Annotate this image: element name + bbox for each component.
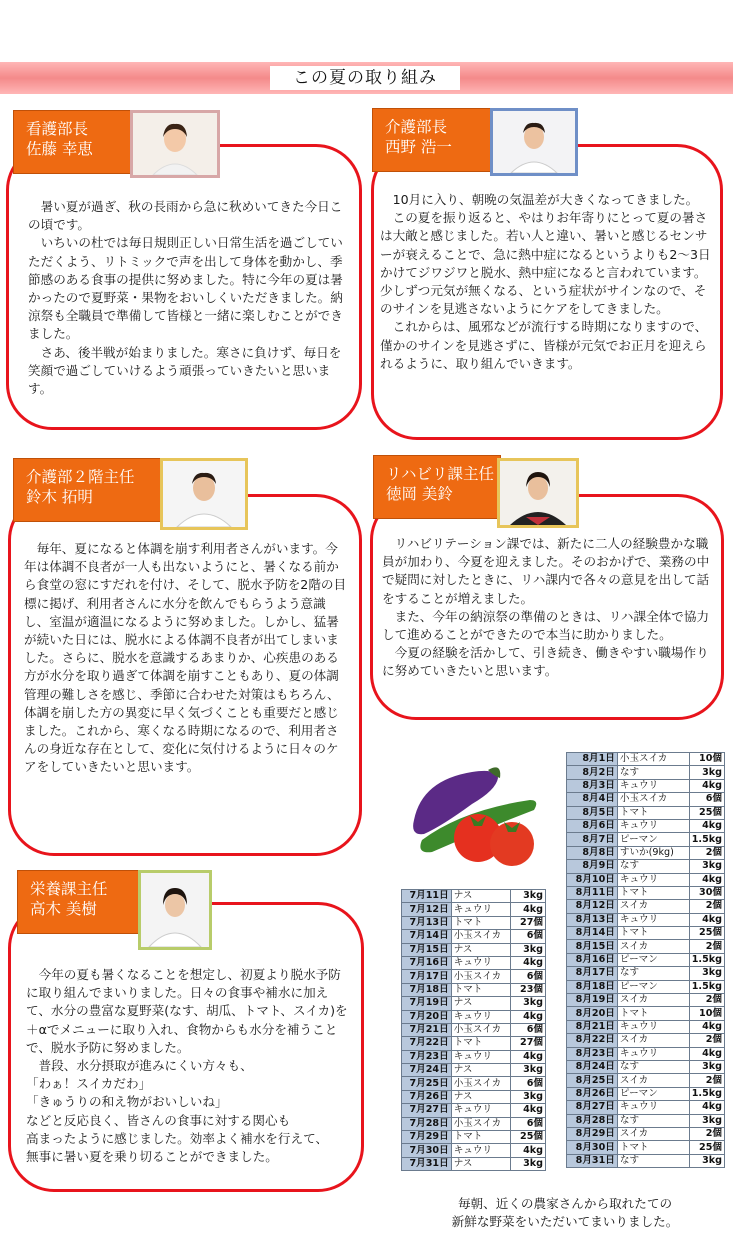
table-cell-qty: 4kg <box>689 819 724 832</box>
table-cell-item: ナス <box>451 1064 511 1077</box>
table-cell-qty: 4kg <box>511 1010 546 1023</box>
table-cell-qty: 4kg <box>689 1101 724 1114</box>
table-row <box>567 953 725 966</box>
table-row <box>567 806 725 819</box>
table-cell-date: 8月4日 <box>567 793 618 806</box>
table-cell-item: 小玉スイカ <box>617 793 689 806</box>
table-cell-item: トマト <box>617 886 689 899</box>
table-cell-item: トマト <box>617 927 689 940</box>
table-row <box>567 1087 725 1100</box>
table-cell-date: 7月14日 <box>402 930 452 943</box>
table-cell-qty: 3kg <box>511 1090 546 1103</box>
table-row <box>567 873 725 886</box>
table-cell-qty: 3kg <box>689 967 724 980</box>
table-cell-qty: 4kg <box>689 913 724 926</box>
table-cell-date: 7月24日 <box>402 1064 452 1077</box>
table-row <box>402 1050 546 1063</box>
table-row <box>402 1023 546 1036</box>
table-cell-qty: 3kg <box>689 1114 724 1127</box>
table-cell-qty: 1.5kg <box>689 980 724 993</box>
table-cell-item: スイカ <box>617 940 689 953</box>
table-cell-date: 8月2日 <box>567 766 618 779</box>
rehab-photo <box>497 458 579 528</box>
table-cell-qty: 4kg <box>511 1050 546 1063</box>
rehab-text: リハビリテーション課では、新たに二人の経験豊かな職員が加わり、今夏を迎えました。そのおかげで、業務の中で疑問に対したときに、リハ課内で各々の意見を出して話をすることが増えました。 また、今年の納涼祭の準備のときは、リハ課全体で協力して進めることができたので本当に助かりました。 今夏の経験を活かして、引き続き、働きやすい職場作りに努めていきたいと思います。 <box>382 536 710 679</box>
table-cell-qty: 25個 <box>689 1141 724 1154</box>
table-cell-date: 7月27日 <box>402 1104 452 1117</box>
table-cell-item: なす <box>617 766 689 779</box>
table-row <box>402 916 546 929</box>
table-cell-item: キュウリ <box>451 1104 511 1117</box>
vegetables-illustration <box>402 760 552 870</box>
table-cell-qty: 6個 <box>511 1117 546 1130</box>
table-cell-item: なす <box>617 967 689 980</box>
table-cell-date: 8月6日 <box>567 819 618 832</box>
nutrition-text: 今年の夏も暑くなることを想定し、初夏より脱水予防に取り組んでまいりました。日々の食事や補水に加えて、水分の豊富な夏野菜(なす、胡瓜、トマト、スイカ)を＋αでメニューに取り入れ、食物からも水分を補うことで、脱水予防に努めました。 普段、水分摂取が進みにくい方々も、 「わぁ！スイカだわ」 「きゅうりの和え物がおいしいね」 などと反応良く、皆さんの食事に対する関心も 高まったように感じました。効率よく補水を行えて、 無事に暑い夏を乗り切ることができました。 <box>26 967 348 1165</box>
table-cell-date: 8月15日 <box>567 940 618 953</box>
table-cell-item: スイカ <box>617 1074 689 1087</box>
person-portrait-icon <box>500 461 576 525</box>
table-row <box>567 980 725 993</box>
table-row <box>567 1074 725 1087</box>
tomato-icon <box>454 814 534 866</box>
table-cell-qty: 3kg <box>689 1154 724 1167</box>
table-row <box>402 1037 546 1050</box>
care-floor2-role: 介護部２階主任 <box>26 468 135 486</box>
table-cell-date: 7月21日 <box>402 1023 452 1036</box>
table-cell-item: トマト <box>617 1007 689 1020</box>
care-floor2-photo <box>160 458 248 530</box>
table-cell-qty: 10個 <box>689 1007 724 1020</box>
table-row <box>567 1020 725 1033</box>
person-portrait-icon <box>133 113 217 175</box>
table-cell-item: すいか(9kg) <box>617 846 689 859</box>
table-cell-qty: 1.5kg <box>689 1087 724 1100</box>
table-row <box>567 913 725 926</box>
table-row <box>567 1047 725 1060</box>
vegetable-caption <box>400 1195 730 1231</box>
table-cell-qty: 3kg <box>689 766 724 779</box>
table-cell-qty: 6個 <box>511 970 546 983</box>
table-cell-date: 7月20日 <box>402 1010 452 1023</box>
table-cell-date: 8月13日 <box>567 913 618 926</box>
table-cell-date: 7月13日 <box>402 916 452 929</box>
table-cell-item: トマト <box>451 983 511 996</box>
table-cell-qty: 6個 <box>511 930 546 943</box>
table-cell-date: 7月11日 <box>402 890 452 903</box>
table-cell-date: 8月10日 <box>567 873 618 886</box>
table-cell-item: キュウリ <box>617 913 689 926</box>
table-cell-date: 8月7日 <box>567 833 618 846</box>
table-row <box>402 1144 546 1157</box>
table-cell-date: 7月16日 <box>402 956 452 969</box>
table-row <box>402 1010 546 1023</box>
table-row <box>402 930 546 943</box>
caption-line-1: 毎朝、近くの農家さんから取れたての <box>457 1196 673 1211</box>
table-cell-date: 8月30日 <box>567 1141 618 1154</box>
table-cell-item: ナス <box>451 890 511 903</box>
table-cell-qty: 2個 <box>689 900 724 913</box>
table-row <box>567 967 725 980</box>
care-chief-role: 介護部長 <box>385 118 448 136</box>
table-cell-item: トマト <box>451 916 511 929</box>
table-row <box>402 1131 546 1144</box>
table-cell-date: 8月31日 <box>567 1154 618 1167</box>
table-cell-item: キュウリ <box>617 1020 689 1033</box>
table-cell-item: スイカ <box>617 1127 689 1140</box>
table-row <box>402 956 546 969</box>
table-cell-item: トマト <box>617 806 689 819</box>
nutrition-namebox <box>17 870 139 934</box>
table-row <box>567 1007 725 1020</box>
table-row <box>567 860 725 873</box>
table-row <box>402 970 546 983</box>
table-cell-item: なす <box>617 1060 689 1073</box>
table-cell-date: 8月21日 <box>567 1020 618 1033</box>
table-cell-qty: 25個 <box>689 806 724 819</box>
table-row <box>567 766 725 779</box>
table-cell-date: 7月29日 <box>402 1131 452 1144</box>
table-cell-date: 7月25日 <box>402 1077 452 1090</box>
table-row <box>567 753 725 766</box>
table-cell-item: ピーマン <box>617 833 689 846</box>
table-cell-qty: 25個 <box>689 927 724 940</box>
table-cell-date: 8月24日 <box>567 1060 618 1073</box>
table-cell-qty: 2個 <box>689 1074 724 1087</box>
table-cell-item: ナス <box>451 1157 511 1170</box>
care-chief-name: 西野 浩一 <box>385 138 452 156</box>
rehab-name: 徳岡 美鈴 <box>386 485 453 503</box>
caption-line-2: 新鮮な野菜をいただいてまいりました。 <box>451 1214 679 1229</box>
table-cell-qty: 2個 <box>689 940 724 953</box>
care-floor2-name: 鈴木 拓明 <box>26 488 93 506</box>
table-cell-item: キュウリ <box>617 873 689 886</box>
table-cell-qty: 6個 <box>689 793 724 806</box>
table-cell-date: 8月20日 <box>567 1007 618 1020</box>
table-cell-qty: 6個 <box>511 1023 546 1036</box>
table-cell-qty: 3kg <box>511 890 546 903</box>
table-cell-date: 8月1日 <box>567 753 618 766</box>
table-cell-date: 8月9日 <box>567 860 618 873</box>
table-cell-item: キュウリ <box>617 1047 689 1060</box>
table-cell-date: 7月31日 <box>402 1157 452 1170</box>
table-cell-date: 7月30日 <box>402 1144 452 1157</box>
table-cell-item: ピーマン <box>617 1087 689 1100</box>
table-row <box>567 1060 725 1073</box>
table-cell-date: 8月26日 <box>567 1087 618 1100</box>
table-cell-qty: 3kg <box>511 997 546 1010</box>
table-cell-item: キュウリ <box>451 1144 511 1157</box>
table-row <box>567 1127 725 1140</box>
table-cell-qty: 27個 <box>511 916 546 929</box>
table-cell-date: 8月18日 <box>567 980 618 993</box>
table-cell-qty: 25個 <box>511 1131 546 1144</box>
table-cell-date: 7月17日 <box>402 970 452 983</box>
table-cell-date: 8月3日 <box>567 779 618 792</box>
table-row <box>567 793 725 806</box>
table-row <box>567 927 725 940</box>
table-cell-qty: 10個 <box>689 753 724 766</box>
table-row <box>402 903 546 916</box>
table-row <box>567 1154 725 1167</box>
table-row <box>567 833 725 846</box>
table-cell-qty: 3kg <box>689 1060 724 1073</box>
table-row <box>402 1090 546 1103</box>
table-cell-item: トマト <box>451 1131 511 1144</box>
table-cell-qty: 4kg <box>511 1104 546 1117</box>
table-cell-date: 8月17日 <box>567 967 618 980</box>
care-floor2-namebox <box>13 458 163 522</box>
table-row <box>567 1034 725 1047</box>
table-cell-item: 小玉スイカ <box>451 1077 511 1090</box>
table-row <box>567 994 725 1007</box>
table-row <box>567 886 725 899</box>
table-cell-item: キュウリ <box>617 779 689 792</box>
table-cell-date: 8月28日 <box>567 1114 618 1127</box>
table-cell-qty: 4kg <box>689 1047 724 1060</box>
page-title: この夏の取り組み <box>270 66 460 90</box>
table-cell-date: 8月12日 <box>567 900 618 913</box>
table-cell-date: 8月16日 <box>567 953 618 966</box>
table-cell-date: 8月25日 <box>567 1074 618 1087</box>
table-cell-item: トマト <box>451 1037 511 1050</box>
table-cell-item: 小玉スイカ <box>451 930 511 943</box>
table-cell-qty: 2個 <box>689 846 724 859</box>
table-row <box>402 890 546 903</box>
table-cell-date: 8月8日 <box>567 846 618 859</box>
table-cell-item: 小玉スイカ <box>451 970 511 983</box>
table-cell-qty: 2個 <box>689 1034 724 1047</box>
august-vegetable-table <box>566 752 725 1168</box>
table-cell-date: 7月28日 <box>402 1117 452 1130</box>
table-cell-qty: 3kg <box>511 1157 546 1170</box>
table-cell-item: キュウリ <box>617 819 689 832</box>
table-cell-item: ナス <box>451 997 511 1010</box>
table-cell-item: ピーマン <box>617 980 689 993</box>
table-cell-date: 8月29日 <box>567 1127 618 1140</box>
table-row <box>402 1077 546 1090</box>
table-cell-item: 小玉スイカ <box>617 753 689 766</box>
table-cell-item: ピーマン <box>617 953 689 966</box>
nursing-chief-name: 佐藤 幸恵 <box>26 140 93 158</box>
table-cell-qty: 27個 <box>511 1037 546 1050</box>
person-portrait-icon <box>493 111 575 173</box>
table-cell-qty: 3kg <box>689 860 724 873</box>
table-cell-item: キュウリ <box>451 956 511 969</box>
rehab-role: リハビリ課主任 <box>386 465 495 483</box>
table-cell-date: 7月22日 <box>402 1037 452 1050</box>
table-row <box>402 1117 546 1130</box>
nursing-chief-role: 看護部長 <box>26 120 89 138</box>
july-vegetable-table <box>401 889 546 1171</box>
table-row <box>402 997 546 1010</box>
table-cell-item: 小玉スイカ <box>451 1023 511 1036</box>
nursing-chief-namebox <box>13 110 131 174</box>
table-cell-item: キュウリ <box>617 1101 689 1114</box>
table-row <box>402 983 546 996</box>
table-cell-date: 8月22日 <box>567 1034 618 1047</box>
nutrition-role: 栄養課主任 <box>30 880 108 898</box>
table-cell-item: キュウリ <box>451 1050 511 1063</box>
table-row <box>567 846 725 859</box>
table-cell-qty: 4kg <box>511 1144 546 1157</box>
table-cell-date: 8月19日 <box>567 994 618 1007</box>
table-cell-qty: 3kg <box>511 943 546 956</box>
table-cell-qty: 6個 <box>511 1077 546 1090</box>
care-chief-photo <box>490 108 578 176</box>
table-cell-date: 7月18日 <box>402 983 452 996</box>
person-portrait-icon <box>163 461 245 527</box>
table-cell-qty: 4kg <box>511 903 546 916</box>
table-cell-qty: 1.5kg <box>689 833 724 846</box>
table-row <box>567 779 725 792</box>
table-cell-date: 7月12日 <box>402 903 452 916</box>
table-cell-qty: 4kg <box>511 956 546 969</box>
table-cell-date: 7月26日 <box>402 1090 452 1103</box>
table-row <box>567 1141 725 1154</box>
table-cell-item: なす <box>617 1114 689 1127</box>
nutrition-name: 高木 美樹 <box>30 900 97 918</box>
table-cell-date: 8月23日 <box>567 1047 618 1060</box>
table-cell-item: キュウリ <box>451 903 511 916</box>
table-cell-qty: 3kg <box>511 1064 546 1077</box>
table-cell-qty: 4kg <box>689 1020 724 1033</box>
table-cell-date: 7月19日 <box>402 997 452 1010</box>
table-cell-item: 小玉スイカ <box>451 1117 511 1130</box>
table-cell-date: 7月15日 <box>402 943 452 956</box>
nursing-chief-photo <box>130 110 220 178</box>
table-row <box>402 1064 546 1077</box>
table-cell-date: 8月27日 <box>567 1101 618 1114</box>
table-cell-item: ナス <box>451 943 511 956</box>
care-chief-namebox <box>372 108 494 172</box>
table-cell-qty: 4kg <box>689 779 724 792</box>
table-cell-date: 8月14日 <box>567 927 618 940</box>
table-row <box>402 1157 546 1170</box>
care-chief-text: 10月に入り、朝晩の気温差が大きくなってきました。 この夏を振り返ると、やはりお年寄りにとって夏の暑さは大敵と感じました。若い人と違い、暑いと感じるセンサーが衰えることで、急に熱中症になるというよりも2～3日かけてジワジワと脱水、熱中症になると言われています。少しずつ元気が無くなる、という症状がサインなので、そのサインを見逃さないようにケアをしてきました。 これからは、風邪などが流行する時期になりますので、僅かのサインを見逃さずに、皆様が元気でお正月を迎えられるように、取り組んでいきます。 <box>380 192 711 371</box>
nutrition-photo <box>138 870 212 950</box>
table-cell-qty: 23個 <box>511 983 546 996</box>
table-cell-item: なす <box>617 860 689 873</box>
table-cell-date: 7月23日 <box>402 1050 452 1063</box>
table-cell-item: なす <box>617 1154 689 1167</box>
nursing-chief-text: 暑い夏が過ぎ、秋の長雨から急に秋めいてきた今日この頃です。 いちいの杜では毎日規則正しい日常生活を過ごしていただくよう、リトミックで声を出して身体を動かし、季節感のある食事の提供に努めました。特に今年の夏は暑かったので夏野菜・果物をおいしくいただきました。納涼祭も全職員で準備して皆様と一緒に楽しむことができました。 さあ、後半戦が始まりました。寒さに負けず、毎日を笑顔で過ごしていけるよう頑張っていきたいと思います。 <box>28 199 343 397</box>
table-cell-item: トマト <box>617 1141 689 1154</box>
table-cell-item: スイカ <box>617 900 689 913</box>
person-portrait-icon <box>141 873 209 947</box>
table-row <box>402 1104 546 1117</box>
table-cell-date: 8月5日 <box>567 806 618 819</box>
table-cell-item: ナス <box>451 1090 511 1103</box>
table-cell-qty: 1.5kg <box>689 953 724 966</box>
table-cell-item: スイカ <box>617 994 689 1007</box>
table-cell-qty: 4kg <box>689 873 724 886</box>
table-row <box>567 940 725 953</box>
table-cell-qty: 30個 <box>689 886 724 899</box>
table-row <box>567 819 725 832</box>
table-cell-item: キュウリ <box>451 1010 511 1023</box>
table-cell-qty: 2個 <box>689 994 724 1007</box>
rehab-namebox <box>373 455 501 519</box>
table-row <box>402 943 546 956</box>
table-row <box>567 900 725 913</box>
table-cell-item: スイカ <box>617 1034 689 1047</box>
table-cell-date: 8月11日 <box>567 886 618 899</box>
care-floor2-text: 毎年、夏になると体調を崩す利用者さんがいます。今年は体調不良者が一人も出ないようにと、暑くなる前から食堂の窓にすだれを付け、そして、脱水予防を2階の目標に掲げ、利用者さんに水分を飲んでもらうよう意識し、室温が適温になるように努めました。しかし、猛暑が続いた日には、脱水による体調不良者が出てしまいました。さらに、脱水を意識するあまりか、心疾患のある方が水分を取り過ぎて体調を崩すこともあり、夏の体調管理の難しさを感じ、季節に合わせた対策はもちろん、体調を崩した方の異変に早く気づくことも重要だと感じました。これから、寒くなる時期になるので、利用者さんの身近な存在として、変化に気付けるように日々のケアをしていきたいと思います。 <box>24 541 347 775</box>
table-row <box>567 1114 725 1127</box>
table-cell-qty: 2個 <box>689 1127 724 1140</box>
table-row <box>567 1101 725 1114</box>
